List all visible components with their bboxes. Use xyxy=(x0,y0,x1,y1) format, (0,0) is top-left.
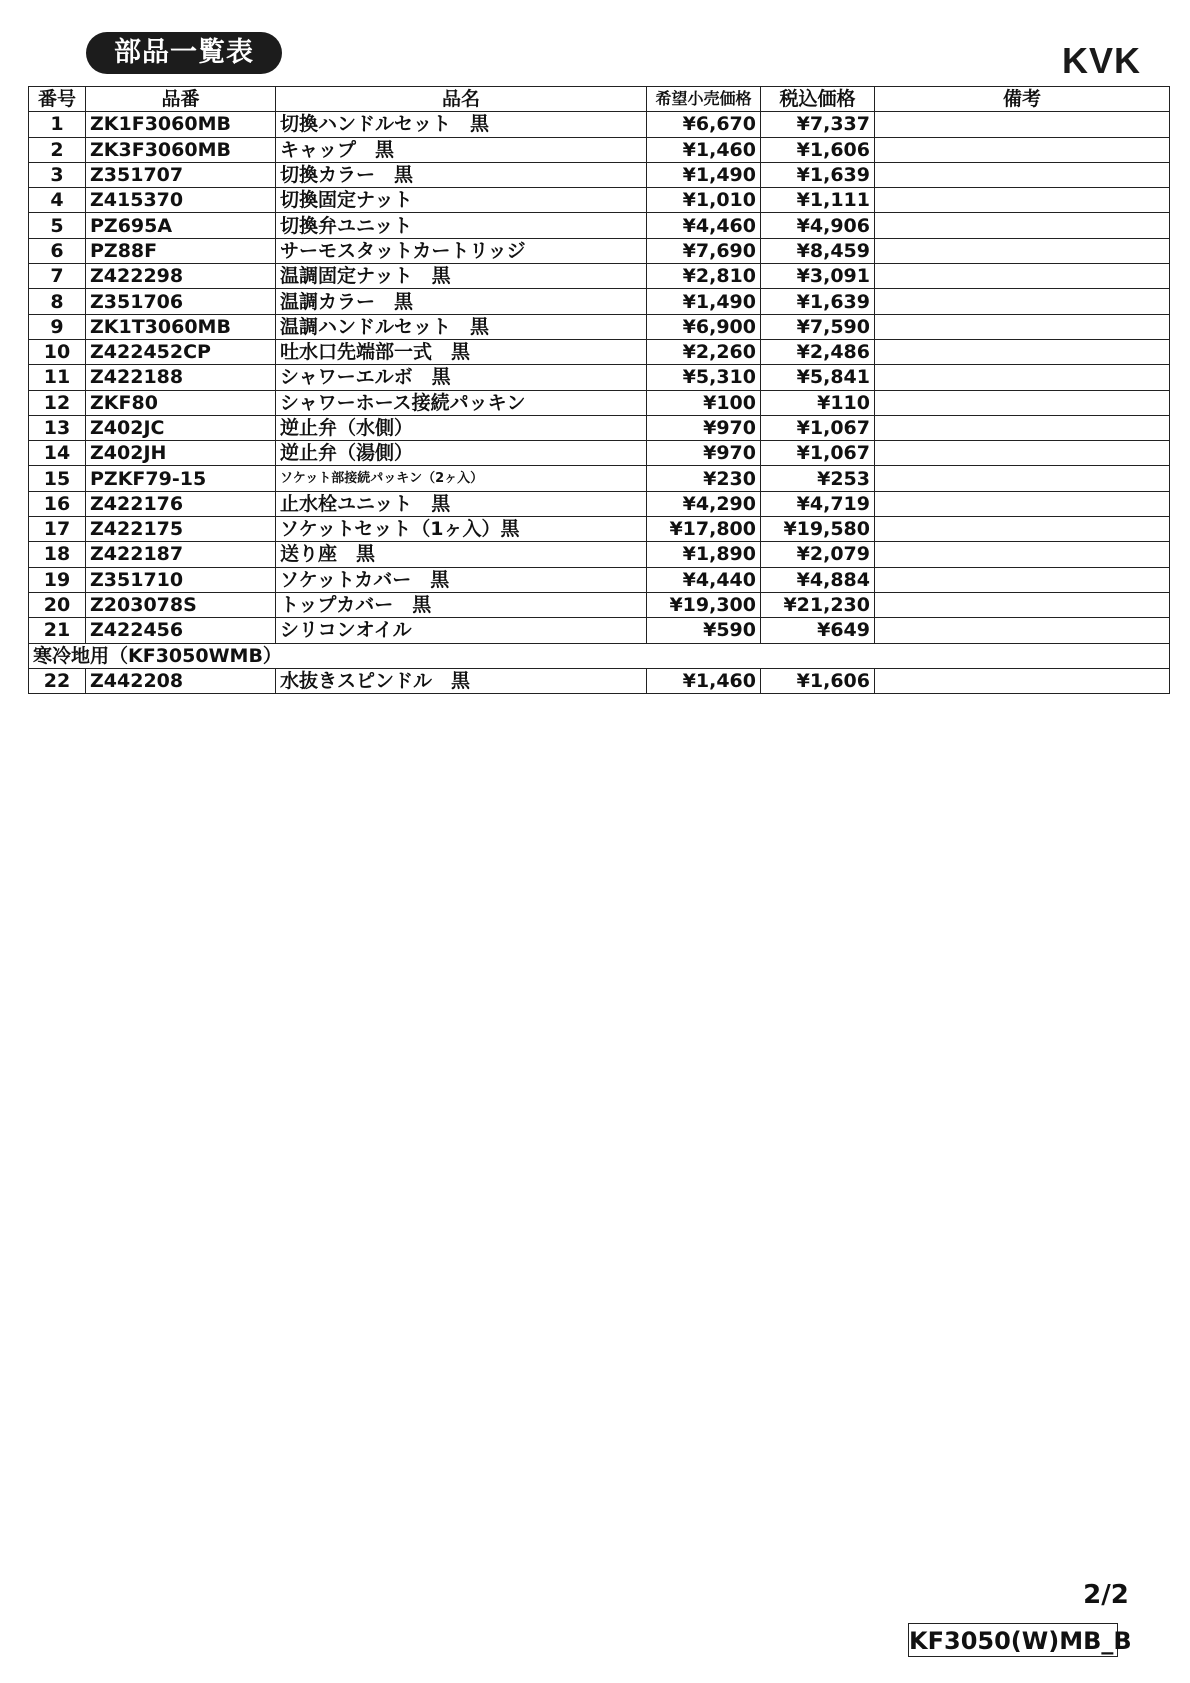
header-tax-price: 税込価格 xyxy=(761,87,875,112)
row-tax-price: ¥4,884 xyxy=(761,567,875,592)
row-no: 21 xyxy=(29,618,86,643)
table-row xyxy=(29,339,1170,364)
row-no: 22 xyxy=(29,668,86,693)
table-row xyxy=(29,162,1170,187)
row-tax-price: ¥5,841 xyxy=(761,365,875,390)
row-part-name: 吐水口先端部一式 黒 xyxy=(276,339,647,364)
table-row xyxy=(29,441,1170,466)
row-remarks xyxy=(875,517,1170,542)
row-tax-price: ¥21,230 xyxy=(761,592,875,617)
row-tax-price: ¥1,067 xyxy=(761,441,875,466)
row-part-code: Z422188 xyxy=(86,365,276,390)
row-part-code: ZKF80 xyxy=(86,390,276,415)
row-part-name: 切換固定ナット xyxy=(276,188,647,213)
table-row xyxy=(29,542,1170,567)
row-tax-price: ¥649 xyxy=(761,618,875,643)
row-part-code: Z203078S xyxy=(86,592,276,617)
row-part-code: ZK1F3060MB xyxy=(86,112,276,137)
row-no: 13 xyxy=(29,415,86,440)
table-row xyxy=(29,137,1170,162)
row-remarks xyxy=(875,441,1170,466)
row-list-price: ¥1,010 xyxy=(647,188,761,213)
table-row xyxy=(29,491,1170,516)
row-no: 5 xyxy=(29,213,86,238)
row-part-code: Z351706 xyxy=(86,289,276,314)
row-remarks xyxy=(875,365,1170,390)
row-tax-price: ¥2,486 xyxy=(761,339,875,364)
row-remarks xyxy=(875,415,1170,440)
table-row xyxy=(29,592,1170,617)
row-part-name: 切換ハンドルセット 黒 xyxy=(276,112,647,137)
row-no: 19 xyxy=(29,567,86,592)
row-part-code: Z422175 xyxy=(86,517,276,542)
row-remarks xyxy=(875,137,1170,162)
row-remarks xyxy=(875,390,1170,415)
row-no: 15 xyxy=(29,466,86,491)
row-part-name: シャワーエルボ 黒 xyxy=(276,365,647,390)
table-row xyxy=(29,466,1170,491)
table-row xyxy=(29,188,1170,213)
row-remarks xyxy=(875,618,1170,643)
row-tax-price: ¥253 xyxy=(761,466,875,491)
row-tax-price: ¥8,459 xyxy=(761,238,875,263)
row-list-price: ¥4,290 xyxy=(647,491,761,516)
row-remarks xyxy=(875,339,1170,364)
table-row xyxy=(29,289,1170,314)
table-row xyxy=(29,390,1170,415)
row-part-name: 温調固定ナット 黒 xyxy=(276,264,647,289)
table-header-row xyxy=(29,87,1170,112)
row-part-name: 水抜きスピンドル 黒 xyxy=(276,668,647,693)
row-part-code: Z415370 xyxy=(86,188,276,213)
row-tax-price: ¥3,091 xyxy=(761,264,875,289)
row-remarks xyxy=(875,567,1170,592)
header-no: 番号 xyxy=(29,87,86,112)
row-part-name: シリコンオイル xyxy=(276,618,647,643)
row-list-price: ¥590 xyxy=(647,618,761,643)
row-list-price: ¥2,810 xyxy=(647,264,761,289)
table-row xyxy=(29,517,1170,542)
page-number: 2/2 xyxy=(1083,1580,1129,1610)
row-part-code: Z402JH xyxy=(86,441,276,466)
row-part-name: 送り座 黒 xyxy=(276,542,647,567)
row-no: 20 xyxy=(29,592,86,617)
row-no: 11 xyxy=(29,365,86,390)
row-part-code: Z422187 xyxy=(86,542,276,567)
row-tax-price: ¥7,590 xyxy=(761,314,875,339)
row-tax-price: ¥2,079 xyxy=(761,542,875,567)
row-list-price: ¥1,490 xyxy=(647,162,761,187)
row-remarks xyxy=(875,264,1170,289)
row-part-name: サーモスタットカートリッジ xyxy=(276,238,647,263)
table-row xyxy=(29,238,1170,263)
row-no: 10 xyxy=(29,339,86,364)
parts-table xyxy=(28,86,1170,694)
row-part-name: シャワーホース接続パッキン xyxy=(276,390,647,415)
row-remarks xyxy=(875,188,1170,213)
table-row xyxy=(29,314,1170,339)
row-tax-price: ¥1,111 xyxy=(761,188,875,213)
row-list-price: ¥6,900 xyxy=(647,314,761,339)
row-no: 6 xyxy=(29,238,86,263)
row-part-code: ZK3F3060MB xyxy=(86,137,276,162)
row-tax-price: ¥19,580 xyxy=(761,517,875,542)
row-tax-price: ¥1,067 xyxy=(761,415,875,440)
row-no: 4 xyxy=(29,188,86,213)
row-part-name: 切換弁ユニット xyxy=(276,213,647,238)
row-list-price: ¥1,890 xyxy=(647,542,761,567)
header-list-price: 希望小売価格 xyxy=(647,87,761,112)
row-no: 1 xyxy=(29,112,86,137)
table-row xyxy=(29,112,1170,137)
row-part-code: Z351710 xyxy=(86,567,276,592)
row-part-code: PZ695A xyxy=(86,213,276,238)
row-no: 18 xyxy=(29,542,86,567)
row-remarks xyxy=(875,213,1170,238)
row-list-price: ¥6,670 xyxy=(647,112,761,137)
row-list-price: ¥19,300 xyxy=(647,592,761,617)
brand-logo: KVK xyxy=(1062,40,1142,81)
row-no: 12 xyxy=(29,390,86,415)
table-row xyxy=(29,567,1170,592)
row-list-price: ¥1,490 xyxy=(647,289,761,314)
table-row xyxy=(29,415,1170,440)
row-part-name: 温調カラー 黒 xyxy=(276,289,647,314)
row-no: 9 xyxy=(29,314,86,339)
row-part-name: ソケットセット（1ヶ入）黒 xyxy=(276,517,647,542)
row-part-name: 止水栓ユニット 黒 xyxy=(276,491,647,516)
row-part-code: Z422452CP xyxy=(86,339,276,364)
table-row xyxy=(29,213,1170,238)
page-title: 部品一覧表 xyxy=(86,32,282,74)
row-part-code: PZ88F xyxy=(86,238,276,263)
row-list-price: ¥970 xyxy=(647,415,761,440)
row-no: 14 xyxy=(29,441,86,466)
row-tax-price: ¥4,719 xyxy=(761,491,875,516)
row-remarks xyxy=(875,491,1170,516)
row-part-name: 逆止弁（湯側） xyxy=(276,441,647,466)
table-row xyxy=(29,618,1170,643)
row-tax-price: ¥1,639 xyxy=(761,289,875,314)
row-list-price: ¥100 xyxy=(647,390,761,415)
row-part-name: ソケットカバー 黒 xyxy=(276,567,647,592)
row-part-code: ZK1T3060MB xyxy=(86,314,276,339)
section-row xyxy=(29,643,1170,668)
row-part-name: 切換カラー 黒 xyxy=(276,162,647,187)
row-list-price: ¥230 xyxy=(647,466,761,491)
table-row xyxy=(29,365,1170,390)
row-part-name: 逆止弁（水側） xyxy=(276,415,647,440)
row-remarks xyxy=(875,112,1170,137)
table-row xyxy=(29,264,1170,289)
row-part-code: Z351707 xyxy=(86,162,276,187)
row-list-price: ¥1,460 xyxy=(647,668,761,693)
row-tax-price: ¥4,906 xyxy=(761,213,875,238)
row-remarks xyxy=(875,238,1170,263)
header-remarks: 備考 xyxy=(875,87,1170,112)
row-part-name: 温調ハンドルセット 黒 xyxy=(276,314,647,339)
row-remarks xyxy=(875,162,1170,187)
row-remarks xyxy=(875,466,1170,491)
header-part-code: 品番 xyxy=(86,87,276,112)
row-remarks xyxy=(875,592,1170,617)
row-part-code: Z422176 xyxy=(86,491,276,516)
table-row xyxy=(29,668,1170,693)
model-number: KF3050(W)MB_B xyxy=(908,1623,1118,1657)
row-part-name: トップカバー 黒 xyxy=(276,592,647,617)
header-part-name: 品名 xyxy=(276,87,647,112)
row-list-price: ¥1,460 xyxy=(647,137,761,162)
row-list-price: ¥2,260 xyxy=(647,339,761,364)
row-no: 16 xyxy=(29,491,86,516)
section-label: 寒冷地用（KF3050WMB） xyxy=(29,643,1170,668)
row-part-code: Z402JC xyxy=(86,415,276,440)
row-part-code: Z422298 xyxy=(86,264,276,289)
row-tax-price: ¥110 xyxy=(761,390,875,415)
table-body xyxy=(29,112,1170,694)
row-part-code: Z422456 xyxy=(86,618,276,643)
row-list-price: ¥7,690 xyxy=(647,238,761,263)
row-part-code: Z442208 xyxy=(86,668,276,693)
row-part-name: キャップ 黒 xyxy=(276,137,647,162)
row-no: 3 xyxy=(29,162,86,187)
row-no: 2 xyxy=(29,137,86,162)
row-remarks xyxy=(875,314,1170,339)
row-no: 8 xyxy=(29,289,86,314)
row-tax-price: ¥7,337 xyxy=(761,112,875,137)
row-remarks xyxy=(875,289,1170,314)
row-tax-price: ¥1,639 xyxy=(761,162,875,187)
row-list-price: ¥5,310 xyxy=(647,365,761,390)
row-no: 7 xyxy=(29,264,86,289)
row-tax-price: ¥1,606 xyxy=(761,137,875,162)
row-remarks xyxy=(875,668,1170,693)
row-tax-price: ¥1,606 xyxy=(761,668,875,693)
row-no: 17 xyxy=(29,517,86,542)
row-part-code: PZKF79-15 xyxy=(86,466,276,491)
row-part-name: ソケット部接続パッキン（2ヶ入） xyxy=(276,466,647,491)
row-list-price: ¥4,440 xyxy=(647,567,761,592)
row-remarks xyxy=(875,542,1170,567)
row-list-price: ¥4,460 xyxy=(647,213,761,238)
row-list-price: ¥17,800 xyxy=(647,517,761,542)
row-list-price: ¥970 xyxy=(647,441,761,466)
